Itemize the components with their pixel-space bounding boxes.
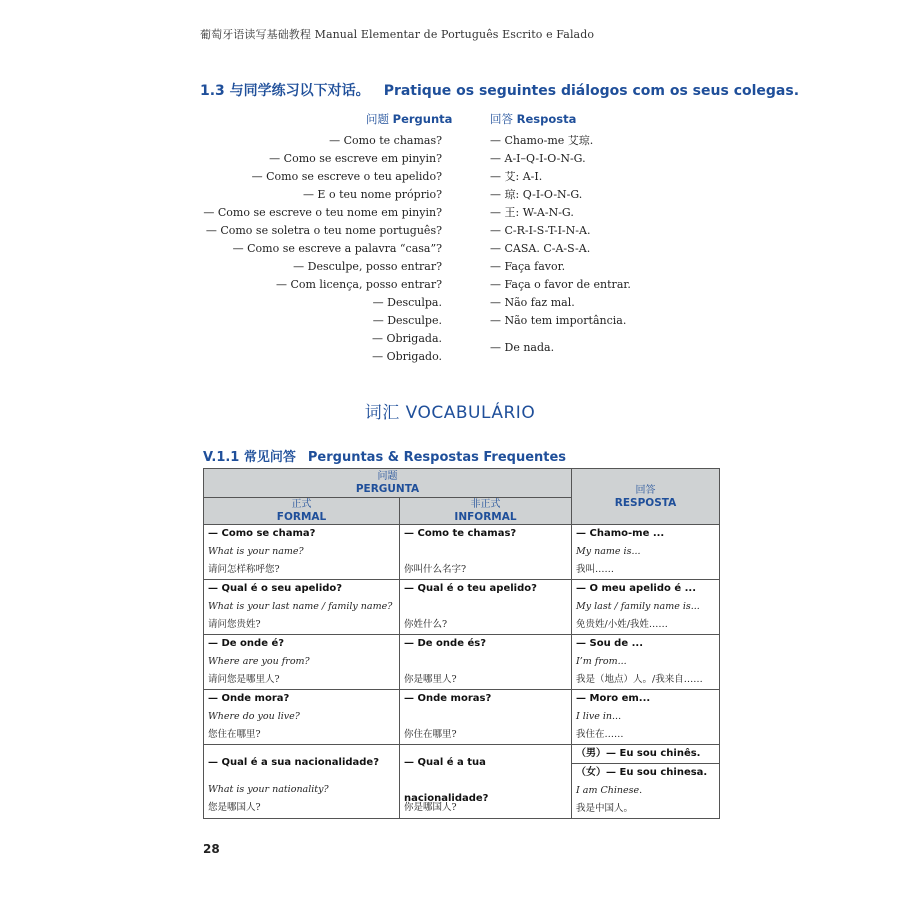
dialog-question: — Desculpe. [372, 314, 442, 327]
informal-question-zh: 你住在哪里? [404, 729, 457, 740]
informal-question-pt: — Como te chamas? [404, 528, 517, 539]
formal-question-zh: 您住在哪里? [208, 729, 261, 740]
pergunta-header [204, 469, 572, 498]
vocabulary-title: 词汇 VOCABULÁRIO [364, 403, 536, 423]
table-row [204, 690, 720, 745]
formal-cell [204, 525, 400, 580]
dialog-question: — Obrigada. [371, 332, 442, 345]
informal-cell [400, 690, 572, 745]
formal-cell [204, 690, 400, 745]
answer-pt-male: （男）— Eu sou chinês. [572, 745, 719, 764]
dialog-question: — Como se escreve o teu apelido? [251, 170, 442, 183]
informal-header-pt: INFORMAL [454, 511, 517, 523]
informal-question-zh: 你是哪里人? [404, 674, 457, 685]
informal-question-zh: 你是哪国人? [404, 802, 457, 813]
resposta-cell [572, 690, 720, 745]
subsection-title [203, 446, 566, 465]
dialog-answer: — Faça favor. [490, 260, 566, 273]
informal-question-pt: — Qual é o teu apelido? [404, 583, 537, 594]
dialog-answer: — Não tem importância. [490, 314, 627, 327]
answer-header-pt: Resposta [516, 112, 577, 126]
question-header-pt: Pergunta [392, 112, 453, 126]
resposta-cell [572, 745, 720, 819]
informal-question-en [400, 598, 571, 616]
informal-cell [400, 525, 572, 580]
dialog-answer: — 王: W-A-N-G. [490, 206, 574, 219]
table-row [204, 745, 720, 819]
dialog-answer: — 艾: A-I. [490, 170, 543, 183]
answer-en: I am Chinese. [576, 785, 643, 796]
resposta-cell [572, 525, 720, 580]
dialog-question: — Como se escreve em pinyin? [269, 152, 442, 165]
dialog-answer: — Faça o favor de entrar. [490, 278, 631, 291]
dialog-answer: — A-I–Q-I-O-N-G. [490, 152, 586, 165]
section-number-zh: 1.3 与同学练习以下对话。 [200, 83, 370, 99]
answer-zh: 免贵姓/小姓/我姓…… [576, 619, 668, 630]
formal-header [204, 498, 400, 525]
resposta-cell [572, 635, 720, 690]
dialog-question: — Como se escreve o teu nome em pinyin? [203, 206, 442, 219]
subsection-title-pt: Perguntas & Respostas Frequentes [307, 450, 567, 465]
answer-zh: 我住在…… [576, 729, 624, 740]
answer-en: I’m from... [576, 656, 627, 667]
answer-pt: — Sou de ... [576, 638, 643, 649]
formal-question-zh: 您是哪国人? [208, 802, 261, 813]
informal-question-en [400, 708, 571, 726]
table-row [204, 525, 720, 580]
resposta-cell [572, 580, 720, 635]
dialog-questions [203, 132, 442, 366]
answer-zh: 我叫…… [576, 564, 615, 575]
informal-question-en [400, 543, 571, 561]
subsection-number-zh: V.1.1 常见问答 [203, 450, 296, 465]
answer-pt: — O meu apelido é ... [576, 583, 696, 594]
informal-cell [400, 580, 572, 635]
answer-pt: — Moro em... [576, 693, 651, 704]
answer-pt-female: （女）— Eu sou chinesa. [576, 767, 708, 778]
dialog-answer: — Chamo-me 艾琼. [490, 134, 594, 147]
dialog-question: — Com licença, posso entrar? [275, 278, 442, 291]
dialog-question: — Desculpe, posso entrar? [293, 260, 442, 273]
dialog-answer: — 琼: Q-I-O-N-G. [490, 188, 583, 201]
formal-question-pt: — Qual é a sua nacionalidade? [208, 757, 380, 768]
formal-question-en: What is your nationality? [208, 784, 329, 795]
resposta-header [572, 469, 720, 525]
dialog-question: — Obrigado. [372, 350, 442, 363]
formal-question-en: What is your last name / family name? [208, 601, 393, 612]
informal-question-zh: 你姓什么? [404, 619, 448, 630]
formal-header-pt: FORMAL [276, 511, 327, 523]
formal-question-pt: — Qual é o seu apelido? [208, 583, 343, 594]
answer-en: My last / family name is... [576, 601, 700, 612]
formal-question-pt: — Onde mora? [208, 693, 290, 704]
informal-question-pt: — Qual é a tua nacionalidade? [404, 757, 489, 804]
formal-cell [204, 580, 400, 635]
dialog-question: — Desculpa. [372, 296, 442, 309]
table-row [204, 635, 720, 690]
dialog-question: — Como te chamas? [329, 134, 442, 147]
dialog-answer: — De nada. [490, 341, 555, 354]
formal-question-en: What is your name? [208, 546, 304, 557]
informal-cell [400, 635, 572, 690]
page-number: 28 [203, 842, 220, 856]
dialog-answer: — C-R-I-S-T-I-N-A. [490, 224, 591, 237]
dialog-question: — E o teu nome próprio? [302, 188, 442, 201]
formal-cell [204, 745, 400, 819]
dialog-question: — Como se soletra o teu nome português? [205, 224, 442, 237]
answer-header-zh: 回答 [490, 112, 513, 126]
answer-pt: — Chamo-me ... [576, 528, 665, 539]
informal-header [400, 498, 572, 525]
dialog-answers [490, 132, 631, 357]
formal-question-zh: 请问您是哪里人? [208, 674, 280, 685]
formal-cell [204, 635, 400, 690]
informal-question-pt: — De onde és? [404, 638, 486, 649]
running-header: 葡萄牙语读写基础教程 Manual Elementar de Português Escrito e Falado [200, 28, 595, 41]
formal-question-zh: 请问您贵姓? [208, 619, 261, 630]
dialog-spacer [490, 330, 631, 339]
question-column-header [366, 111, 452, 127]
formal-question-zh: 请问怎样称呼您? [208, 564, 280, 575]
informal-cell [400, 745, 572, 819]
question-header-zh: 问题 [366, 112, 389, 126]
answer-zh: 我是中国人。 [576, 803, 634, 814]
informal-question-en [400, 653, 571, 671]
formal-question-pt: — De onde é? [208, 638, 285, 649]
dialog-question: — Como se escreve a palavra “casa”? [232, 242, 442, 255]
dialog-answer: — CASA. C-A-S-A. [490, 242, 591, 255]
resposta-header-pt: RESPOSTA [614, 496, 677, 509]
table-row [204, 580, 720, 635]
dialog-answer: — Não faz mal. [490, 296, 575, 309]
informal-question-pt: — Onde moras? [404, 693, 492, 704]
informal-header-zh: 非正式 [470, 499, 501, 510]
answer-zh: 我是（地点）人。/我来自…… [576, 674, 703, 685]
informal-question-zh: 你叫什么名字? [404, 564, 467, 575]
formal-header-zh: 正式 [291, 499, 312, 510]
answer-en: My name is... [576, 546, 641, 557]
formal-question-en: Where are you from? [208, 656, 310, 667]
pergunta-header-pt: PERGUNTA [355, 483, 420, 495]
answer-column-header [490, 111, 576, 127]
answer-en: I live in... [576, 711, 622, 722]
section-title [200, 80, 799, 100]
formal-question-en: Where do you live? [208, 711, 300, 722]
formal-question-pt: — Como se chama? [208, 528, 316, 539]
section-title-pt: Pratique os seguintes diálogos com os seus colegas. [383, 83, 800, 99]
pergunta-header-zh: 问题 [377, 471, 398, 482]
resposta-header-zh: 回答 [635, 484, 656, 496]
vocabulary-table [203, 468, 720, 819]
